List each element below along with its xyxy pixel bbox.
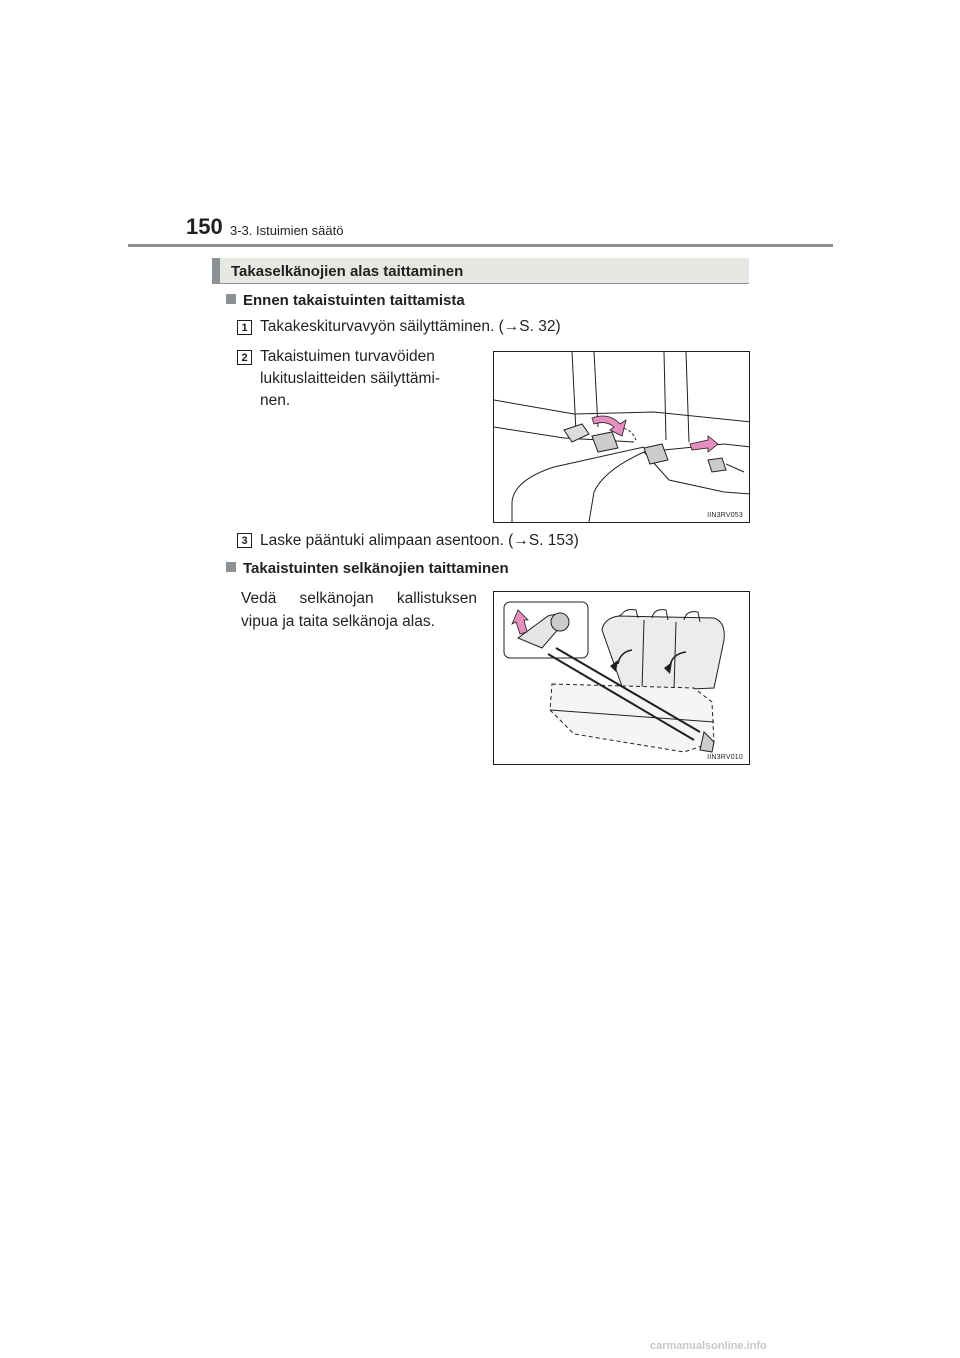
step-number-3: 3 [237,533,252,548]
section-heading [212,258,749,284]
seat-folding-illustration [494,592,750,765]
square-bullet-icon [226,562,236,572]
subsection-title-1 [226,292,465,309]
section-reference: 3-3. Istuimien säätö [230,223,344,238]
subsection-title-2 [226,560,509,577]
seatbelt-buckle-illustration [494,352,750,523]
seat-folding-figure [493,591,750,765]
step-text-1: Takakeskiturvavyön säilyttäminen. (→S. 32) [260,318,561,335]
step-text-2: Takaistuimen turvavöiden lukituslaitteiden säilyttämi-nen. [260,348,441,409]
subsection-title-1-text: Ennen takaistuinten taittamista [243,292,465,309]
seatbelt-buckle-figure [493,351,750,523]
step-text-3: Laske pääntuki alimpaan asentoon. (→S. 153) [260,532,579,549]
page-number: 150 [186,214,223,239]
step-number-2: 2 [237,350,252,365]
step-number-1: 1 [237,320,252,335]
figure-code-2: IIN3RV010 [707,754,743,761]
subsection-title-2-text: Takaistuinten selkänojien taittaminen [243,560,509,577]
push-arrow-icon [690,436,718,452]
watermark-footer: carmanualsonline.info [650,1340,767,1352]
square-bullet-icon [226,294,236,304]
figure-code-1: IIN3RV053 [707,512,743,519]
header-rule [128,244,833,247]
folding-instruction-text: Vedä selkänojan kallistuksen vipua ja taita selkänoja alas. [241,590,477,630]
section-heading-text: Takaselkänojien alas taittaminen [231,263,464,280]
